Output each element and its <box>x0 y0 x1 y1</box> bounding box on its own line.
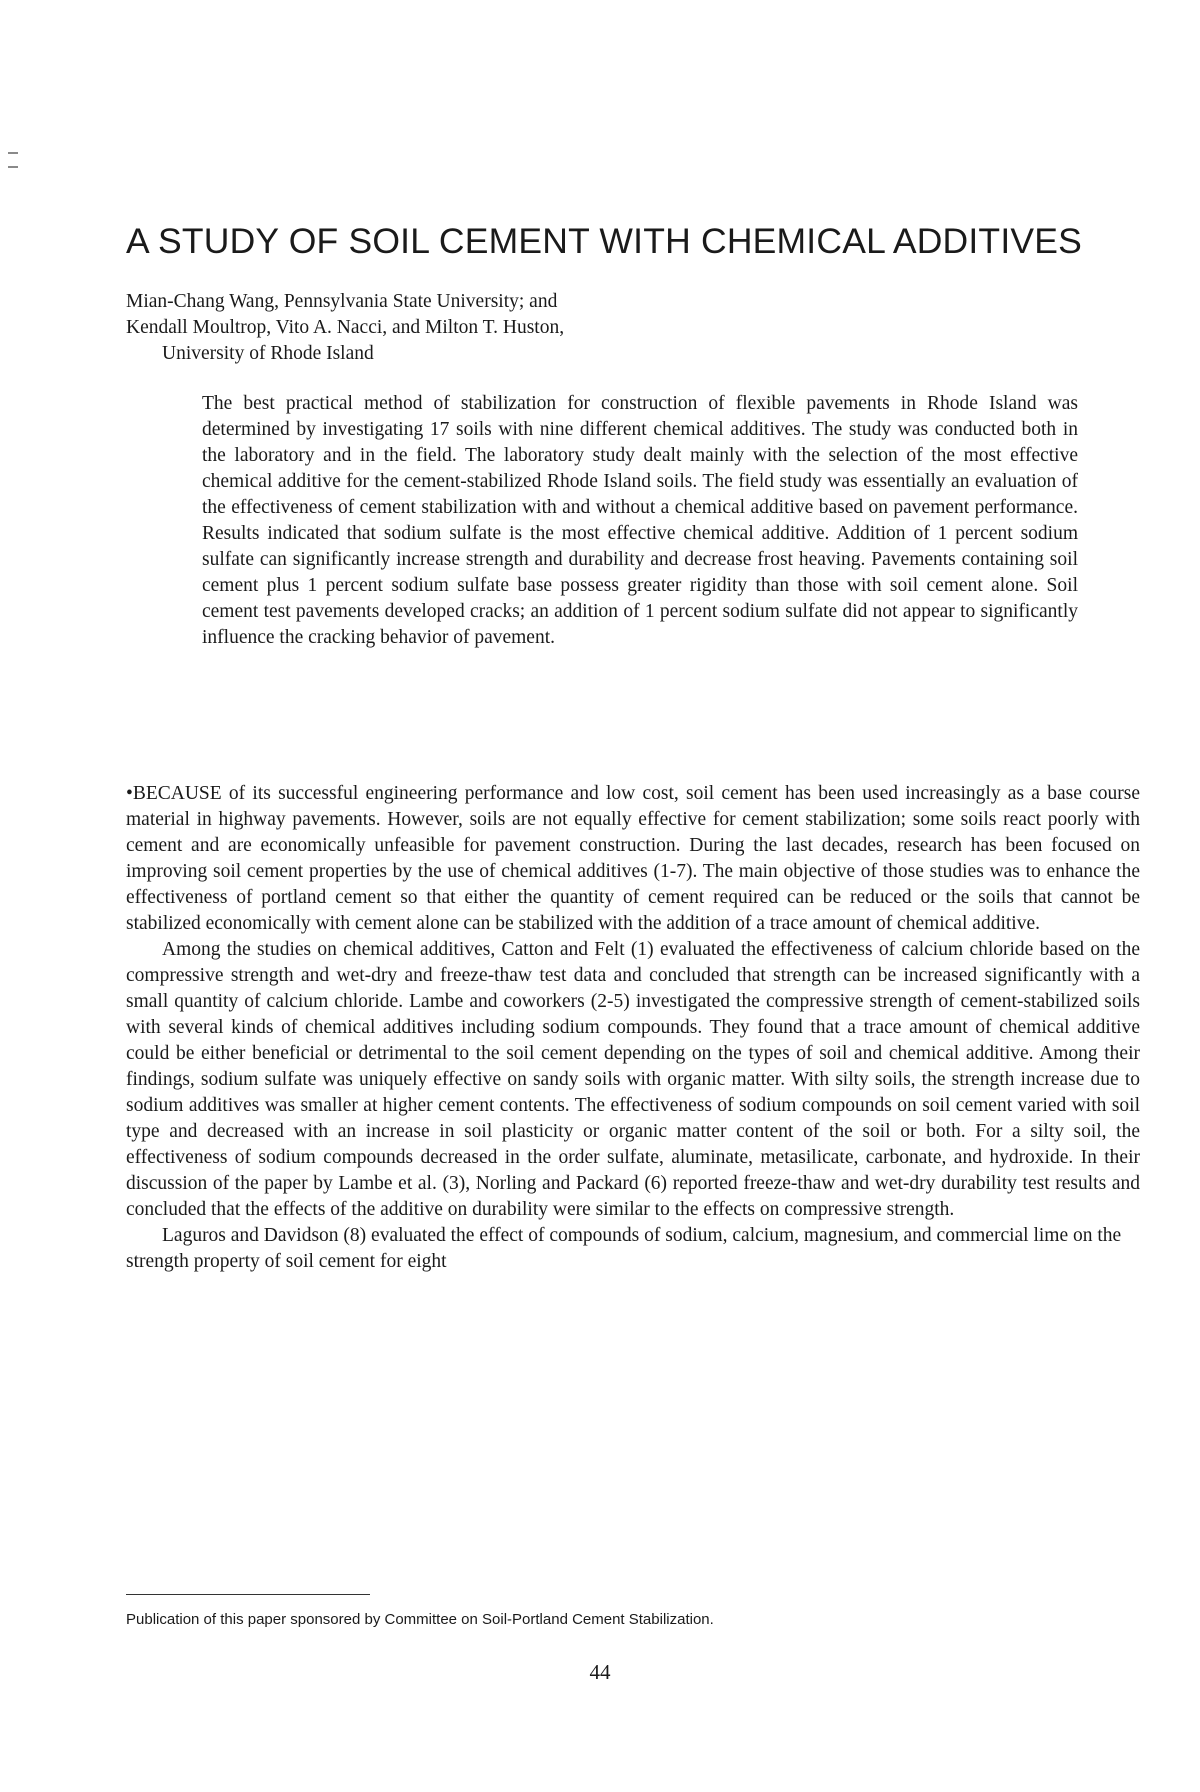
footnote: Publication of this paper sponsored by Committee on Soil-Portland Cement Stabilization. <box>126 1611 714 1628</box>
margin-mark <box>8 152 18 168</box>
author-affiliation: University of Rhode Island <box>162 343 374 364</box>
paper-title: A STUDY OF SOIL CEMENT WITH CHEMICAL ADDITIVES <box>126 221 1083 261</box>
body-text <box>126 781 1140 1275</box>
author-block <box>126 289 1026 367</box>
body-paragraph-3: Laguros and Davidson (8) evaluated the effect of compounds of sodium, calcium, magnesium, and commercial lime on the strength property of soil cement for eight <box>126 1225 1122 1272</box>
page-number: 44 <box>589 1660 611 1684</box>
abstract: The best practical method of stabilization for construction of flexible pavements in Rhode Island was determined by investigating 17 soils with nine different chemical additives. The study was conducted both in the laboratory and in the field. The laboratory study dealt mainly with the selection of the most effective chemical additive for the cement-stabilized Rhode Island soils. The field study was essentially an evaluation of the effectiveness of cement stabilization with and without a chemical additive based on pavement performance. Results indicated that sodium sulfate is the most effective chemical additive. Addition of 1 percent sodium sulfate can significantly increase strength and durability and decrease frost heaving. Pavements containing soil cement plus 1 percent sodium sulfate base possess greater rigidity than those with soil cement alone. Soil cement test pavements developed cracks; an addition of 1 percent sodium sulfate did not appear to significantly influence the cracking behavior of pavement. <box>202 393 1078 648</box>
author-line-2: Kendall Moultrop, Vito A. Nacci, and Milton T. Huston, <box>126 317 565 338</box>
footnote-divider <box>126 1594 370 1595</box>
body-paragraph-2: Among the studies on chemical additives, Catton and Felt (1) evaluated the effectiveness of calcium chloride based on the compressive strength and wet-dry and freeze-thaw test data and concluded that strength can be increased significantly with a small quantity of calcium chloride. Lambe and coworkers (2-5) investigated the compressive strength of cement-stabilized soils with several kinds of chemical additives including sodium compounds. They found that a trace amount of chemical additive could be either beneficial or detrimental to the soil cement depending on the types of soil and chemical additive. Among their findings, sodium sulfate was uniquely effective on sandy soils with organic matter. With silty soils, the strength increase due to sodium additives was smaller at higher cement contents. The effectiveness of sodium compounds on soil cement varied with soil type and decreased with an increase in soil plasticity or organic matter content of the soil or both. For a silty soil, the effectiveness of sodium compounds decreased in the order sulfate, aluminate, metasilicate, carbonate, and hydroxide. In their discussion of the paper by Lambe et al. (3), Norling and Packard (6) reported freeze-thaw and wet-dry durability test results and concluded that the effects of the additive on durability were similar to the effects on compressive strength. <box>126 939 1140 1220</box>
author-line-1: Mian-Chang Wang, Pennsylvania State University; and <box>126 291 558 312</box>
body-paragraph-1: •BECAUSE of its successful engineering performance and low cost, soil cement has been used increasingly as a base course material in highway pavements. However, soils are not equally effective for cement stabilization; some soils react poorly with cement and are economically unfeasible for pavement construction. During the last decades, research has been focused on improving soil cement properties by the use of chemical additives (1-7). The main objective of those studies was to enhance the effectiveness of portland cement so that either the quantity of cement required can be reduced or the soils that cannot be stabilized economically with cement alone can be stabilized with the addition of a trace amount of chemical additive. <box>126 783 1140 934</box>
